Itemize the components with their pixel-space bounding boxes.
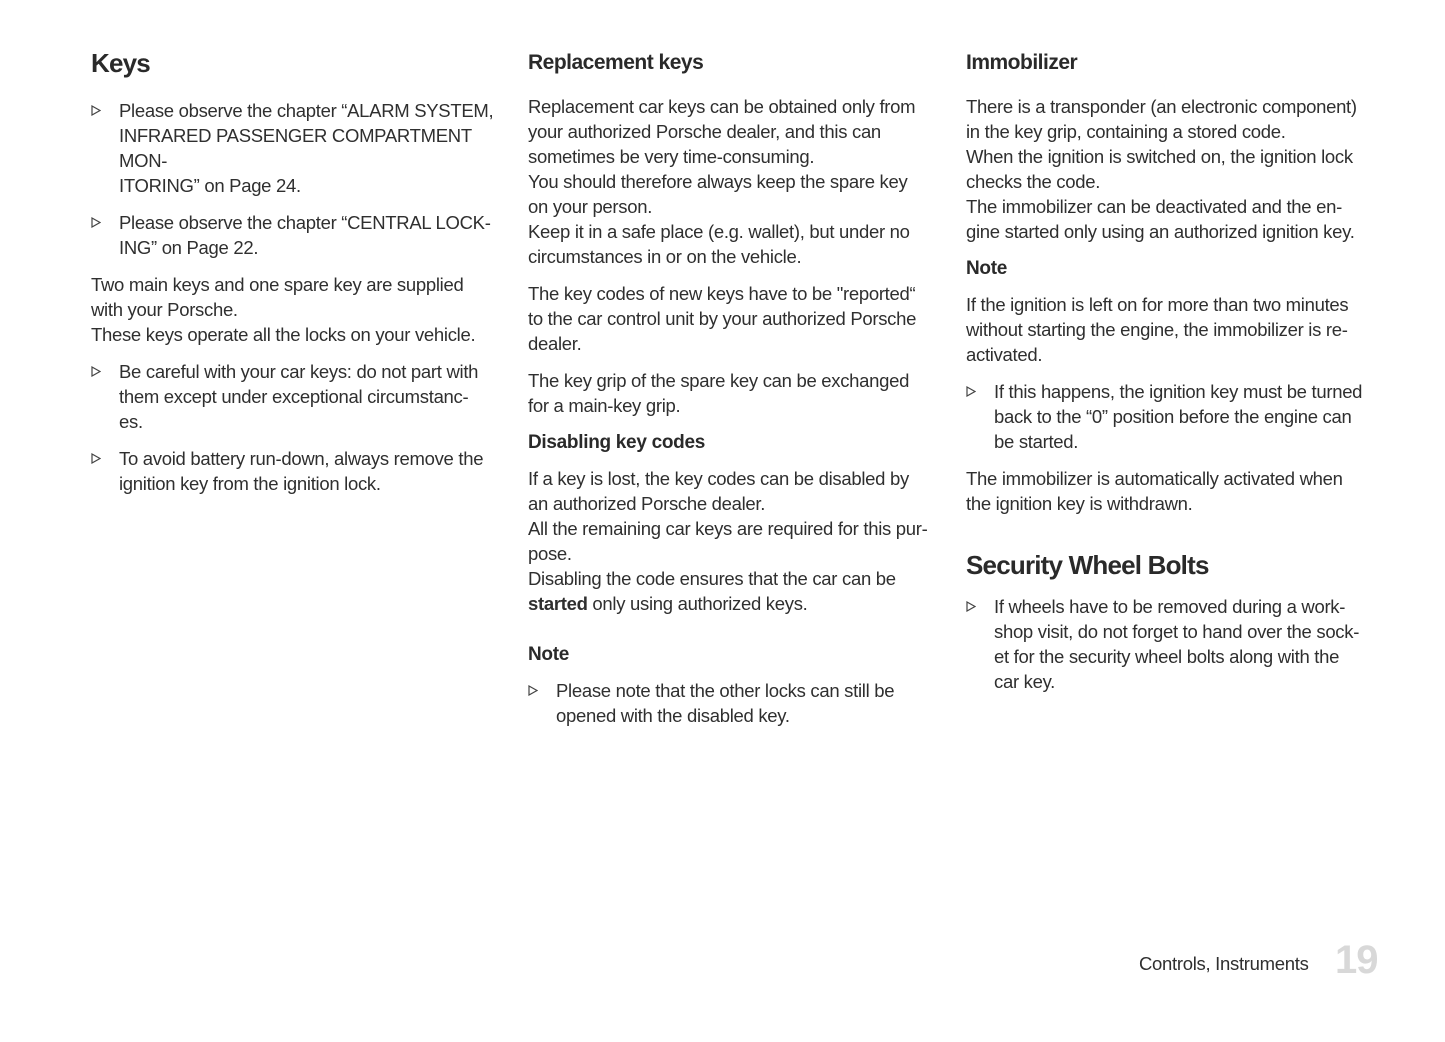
page-footer xyxy=(1139,938,1379,988)
bullet-be-careful: Be careful with your car keys: do not part with them except under exceptional circumstanc- es. xyxy=(91,359,503,434)
paragraph-replacement: Replacement car keys can be obtained only from your authorized Porsche dealer, and this can sometimes be very time-consuming. You should therefore always keep the spare key on your person. Keep it in a safe place (e.g. wallet), but under no circumstances in or on the vehicle. xyxy=(528,96,916,267)
paragraph-transponder: There is a transponder (an electronic component) in the key grip, containing a stored code. When the ignition is switched on, the ignition lock checks the code. The immobilizer can be deactivated and the en- gine started only using an authorized ignition key. xyxy=(966,96,1357,242)
heading-note: Note xyxy=(528,644,570,665)
paragraph-keys-supplied: Two main keys and one spare key are supplied with your Porsche. These keys operate all the locks on your vehicle. xyxy=(91,274,476,345)
section-label: Controls, Instruments xyxy=(1139,953,1309,974)
triangle-bullet-icon xyxy=(966,386,976,397)
column-keys xyxy=(91,46,503,508)
paragraph-key-grip: The key grip of the spare key can be exchanged for a main-key grip. xyxy=(528,370,910,416)
triangle-bullet-icon xyxy=(966,601,976,612)
triangle-bullet-icon xyxy=(91,217,101,228)
heading-replacement-keys: Replacement keys xyxy=(528,51,704,74)
heading-immobilizer: Immobilizer xyxy=(966,51,1078,74)
triangle-bullet-icon xyxy=(528,685,538,696)
paragraph-disabling: If a key is lost, the key codes can be disabled by an authorized Porsche dealer. All the remaining car keys are required for this pur- pose. Disabling the code ensures that the car can be started only using authorized keys. xyxy=(528,468,928,614)
triangle-bullet-icon xyxy=(91,366,101,377)
triangle-bullet-icon xyxy=(91,453,101,464)
heading-note: Note xyxy=(966,258,1008,279)
bullet-alarm-system: Please observe the chapter “ALARM SYSTEM, INFRARED PASSENGER COMPARTMENT MON- ITORING” on Page 24. xyxy=(91,98,503,198)
paragraph-key-codes: The key codes of new keys have to be "reported“ to the car control unit by your authorized Porsche dealer. xyxy=(528,283,917,354)
column-replacement-keys xyxy=(528,46,940,740)
bullet-battery: To avoid battery run-down, always remove the ignition key from the ignition lock. xyxy=(91,446,503,496)
bold-started: started xyxy=(528,593,588,614)
bullet-other-locks: Please note that the other locks can still be opened with the disabled key. xyxy=(528,678,940,728)
bullet-wheel-bolts: If wheels have to be removed during a work- shop visit, do not forget to hand over the sock- et for the security wheel bolts along with the car key. xyxy=(966,594,1378,694)
column-immobilizer xyxy=(966,46,1378,706)
heading-keys: Keys xyxy=(91,48,150,78)
bullet-central-locking: Please observe the chapter “CENTRAL LOCK- ING” on Page 22. xyxy=(91,210,503,260)
heading-disabling-key-codes: Disabling key codes xyxy=(528,432,705,453)
paragraph-auto-activated: The immobilizer is automatically activated when the ignition key is withdrawn. xyxy=(966,468,1343,514)
page-number: 19 xyxy=(1335,938,1378,982)
paragraph-ignition-left-on: If the ignition is left on for more than two minutes without starting the engine, the immobilizer is re- activated. xyxy=(966,294,1349,365)
bullet-if-this-happens: If this happens, the ignition key must be turned back to the “0” position before the engine can be started. xyxy=(966,379,1378,454)
heading-security-wheel-bolts: Security Wheel Bolts xyxy=(966,550,1209,580)
triangle-bullet-icon xyxy=(91,105,101,116)
